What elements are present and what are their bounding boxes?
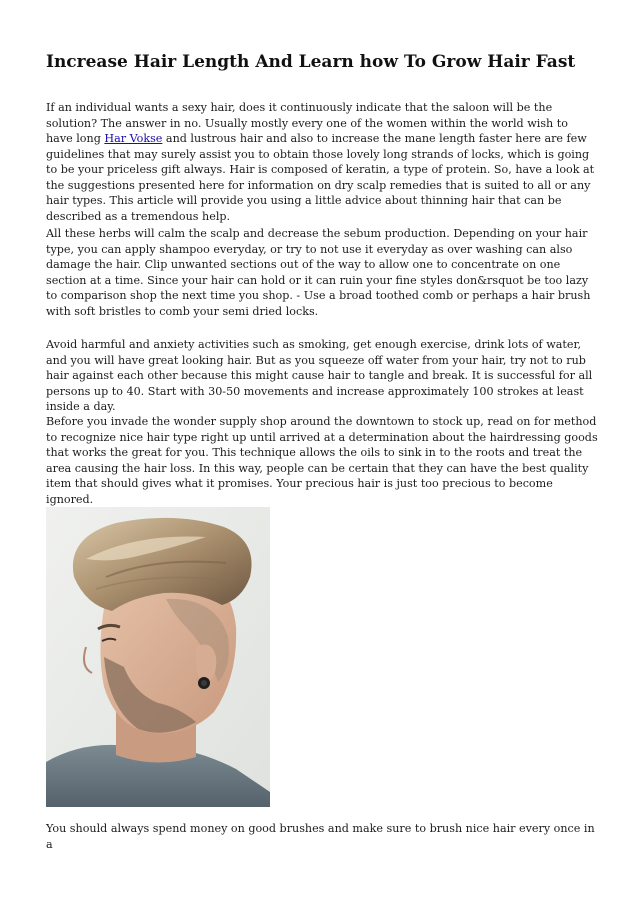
paragraph-2: All these herbs will calm the scalp and decrease the sebum production. Depending on your hair type, you can apply shampoo everyday, or try to not use it everyday as over washing can also damage the hair. Clip unwanted sections out of the way to allow one to concentrate on one section at a time. Since your hair can hold or it can ruin your fine styles don&rsquot be too lazy to comparison shop the next time you shop. - Use a broad toothed comb or perhaps a hair brush with soft bristles to comb your semi dried locks.: [46, 227, 591, 318]
paragraph-1: [46, 100, 598, 224]
hairstyle-photo: [46, 507, 270, 807]
paragraph-1-text-end: and lustrous hair and also to increase the mane length faster here are few guidelines that may surely assist you to obtain those lovely long strands of locks, which is going to be your priceless gift always. Hair is composed of keratin, a type of protein. So, have a look at the suggestions presented here for information on dry scalp remedies that is suited to all or any hair types. This article will provide you using a little advice about thinning hair that can be described as a tremendous help.: [46, 132, 595, 223]
paragraph-1-text-start: If an individual wants a sexy hair, does it continuously indicate that the saloon will be the solution? The answer in no. Usually mostly every one of the women within the world wish to have long: [46, 101, 568, 145]
paragraph-3: Avoid harmful and anxiety activities such as smoking, get enough exercise, drink lots of water, and you will have great looking hair. But as you squeeze off water from your hair, try not to rub hair against each other because this might cause hair to tangle and break. It is successful for all persons up to 40. Start with 30-50 movements and increase approximately 100 strokes at least inside a day.: [46, 338, 593, 413]
har-vokse-link[interactable]: Har Vokse: [104, 132, 163, 145]
article-title: Increase Hair Length And Learn how To Grow Hair Fast: [46, 52, 576, 72]
man-with-quiff-illustration: [46, 507, 270, 807]
paragraph-4: Before you invade the wonder supply shop around the downtown to stock up, read on for method to recognize nice hair type right up until arrived at a determination about the hairdressing goods that works the great for you. This technique allows the oils to sink in to the roots and treat the area causing the hair loss. In this way, people can be certain that they can have the best quality item that should gives what it promises. Your precious hair is just too precious to become ignored.: [46, 415, 598, 506]
paragraph-5: You should always spend money on good brushes and make sure to brush nice hair every once in a: [46, 822, 595, 851]
